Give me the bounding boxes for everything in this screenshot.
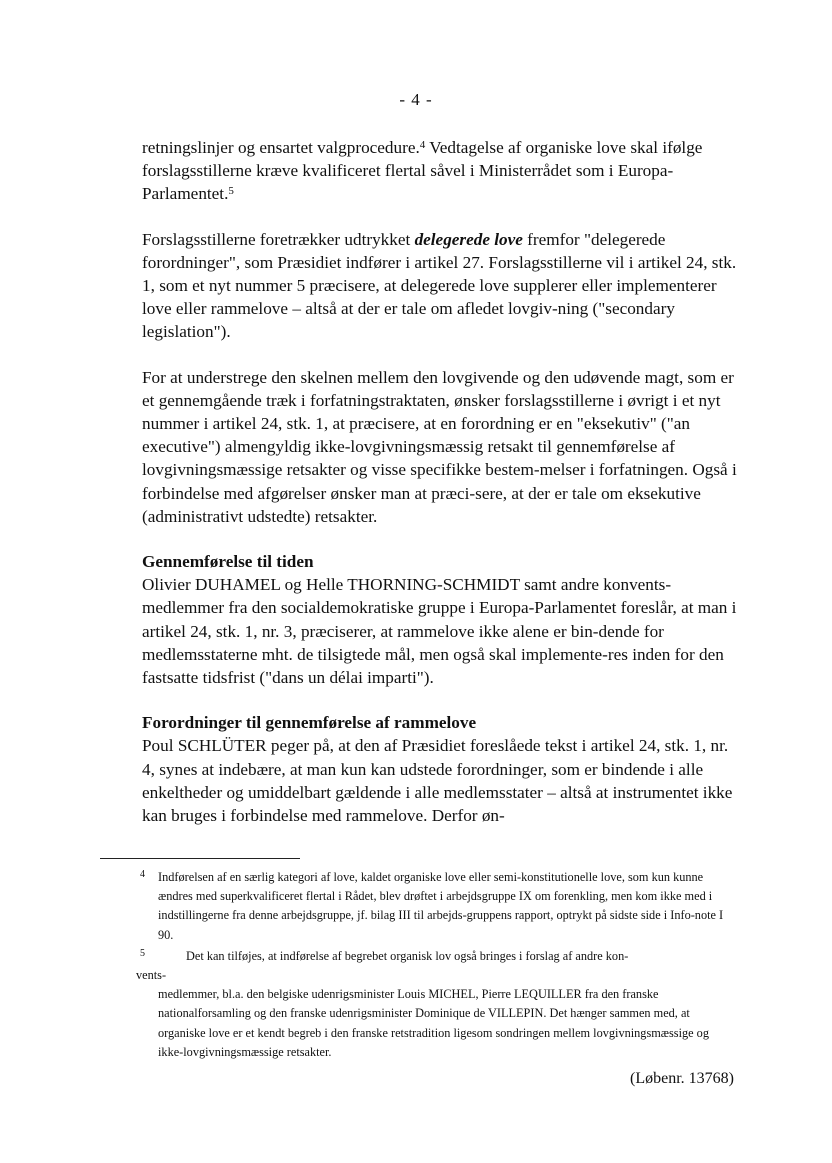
section-heading: Gennemførelse til tiden [142, 552, 314, 572]
body-text [142, 136, 737, 849]
footnote-text-line1: Det kan tilføjes, at indførelse af begrebet organisk lov også bringes i forslag af andre kon- [186, 948, 629, 963]
section-heading: Forordninger til gennemførelse af rammelove [142, 713, 477, 733]
p1-text-a: retningslinjer og ensartet valgprocedure. [142, 138, 420, 157]
paragraph-3 [142, 366, 737, 528]
footnotes [136, 868, 726, 1062]
footnote-text-line2: vents- [136, 968, 167, 983]
paragraph-1 [142, 136, 737, 206]
footnote-number: 4 [140, 869, 145, 880]
p4-text: Olivier DUHAMEL og Helle THORNING-SCHMIDT samt andre konvents-medlemmer fra den socialdemokratiske gruppe i Europa-Parlamentet foreslår, at man i artikel 24, stk. 1, nr. 3, præciserer, at rammelove ikke alene er bin-dende for medlemsstaterne mht. de tilsigtede mål, men også skal implemente-res inden for den fastsatte tidsfrist ("dans un délai imparti"). [142, 575, 737, 688]
footnote-text-rest: medlemmer, bl.a. den belgiske udenrigsminister Louis MICHEL, Pierre LEQUILLER fra den franske nationalforsamling og den franske udenrigsminister Dominique de VILLEPIN. Det hænger sammen med, at organiske love er et kendt begreb i den franske retstradition ligesom sondringen mellem lovgivningsmæssige og ikke-lovgivningsmæssige retsakter. [158, 987, 709, 1059]
footnote-ref-4[interactable]: 4 [419, 139, 426, 151]
paragraph-2 [142, 228, 737, 344]
footnote-text: Indførelsen af en særlig kategori af love, kaldet organiske love eller semi-konstitutionelle love, som kun kunne ændres med superkvalificeret flertal i Rådet, blev drøftet i arbejdsgruppe IX om forenkling, men kom ikke med i indstillingerne fra denne arbejdsgruppe, jf. bilag III til arbejds-gruppens rapport, optrykt på sidste side i Info-note I 90. [158, 870, 724, 942]
page-number: - 4 - [399, 90, 433, 109]
footnote-divider [100, 858, 300, 859]
p1-text-b: Vedtagelse af organiske love skal ifølge forslagsstillerne kræve kvalificeret flertal såvel i Ministerrådet som i Europa-Parlamentet. [142, 138, 703, 204]
serial-number: (Løbenr. 13768) [630, 1070, 734, 1087]
p5-text: Poul SCHLÜTER peger på, at den af Præsidiet foreslåede tekst i artikel 24, stk. 1, nr. 4, synes at indebære, at man kun kan udstede forordninger, som er bindende i alle enkeltheder og umiddelbart gældende i alle medlemsstater – altså at instrumentet ikke kan bruges i forbindelse med rammelove. Derfor øn- [142, 736, 733, 826]
p2-text-a: Forslagsstillerne foretrækker udtrykket [142, 229, 415, 249]
footnote-4 [136, 868, 726, 945]
section-timely-implementation [142, 550, 737, 689]
p3-text: For at understrege den skelnen mellem den lovgivende og den udøvende magt, som er et gennemgående træk i forfatningstraktaten, ønsker forslagsstillerne i øvrigt i et nyt nummer i artikel 24, stk. 1, at præcisere, at en forordning er en "eksekutiv" ("an executive") almengyldig ikke-lovgivningsmæssig retsakt til gennemførelse af lovgivningsmæssige retsakter og visse specifikke bestem-melser i forfatningen. Også i forbindelse med afgørelser ønsker man at præci-sere, at der er tale om eksekutive (administrativt udstedte) retsakter. [142, 367, 737, 526]
footnote-number: 5 [140, 947, 145, 959]
emphasized-term: delegerede love [414, 229, 523, 249]
footnote-ref-5[interactable]: 5 [228, 185, 234, 198]
footnote-5 [136, 947, 726, 1062]
section-regulations [142, 711, 737, 827]
p2-text-b: fremfor "delegerede forordninger", som Præsidiet indfører i artikel 27. Forslagsstillerne vil i artikel 24, stk. 1, som et nyt nummer 5 præcisere, at delegerede love supplerer eller implementerer love eller rammelove – altså at der er tale om afledet lovgiv-ning ("secondary legislation"). [142, 229, 737, 342]
